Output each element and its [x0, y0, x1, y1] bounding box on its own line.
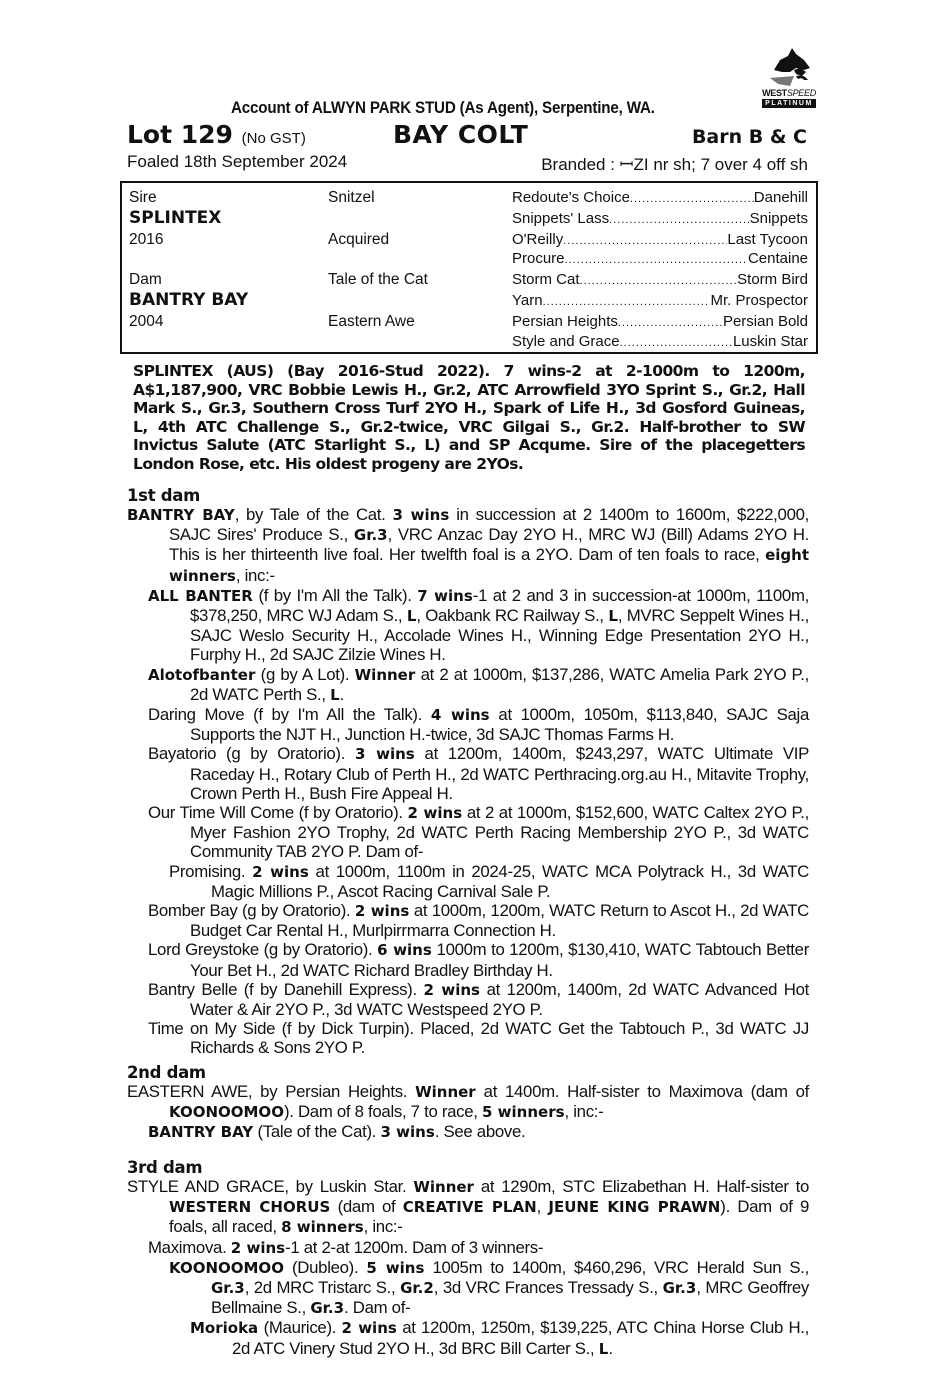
foaling-date: Foaled 18th September 2024 [127, 152, 348, 171]
produce-entry: BANTRY BAY, by Tale of the Cat. 3 wins in succession at 2 1400m to 1600m, $222,000, SAJC Sires' Produce S., Gr.3, VRC Anzac Day 2YO H., MRC WJ (Bill) Adams 2YO H. This is her thirteenth live foal. Her twelfth foal is a 2YO. Dam of ten foals to race, eight winners, inc:- [127, 505, 809, 585]
gen3-row: Redoute's Choice ..... Danehill [512, 189, 808, 206]
sire-summary: SPLINTEX (AUS) (Bay 2016-Stud 2022). 7 wins-2 at 2-1000m to 1200m, A$1,187,900, VRC Bobbie Lewis H., Gr.2, ATC Arrowfield 3YO Sprint S., Gr.2, Hall Mark S., Gr.3, Southern Cross Turf 2YO H., Spark of Life H., 3d Gosford Guineas, L, 4th ATC Challenge S., Gr.2-twice, VRC Gilgai S., Gr.2. Half-brother to SW Invictus Salute (ATC Starlight S., L) and SP Acqume. Sire of the placegetters London Rose, etc. His oldest progeny are 2YOs. [133, 362, 805, 473]
sire-dam: Acquired [328, 231, 390, 248]
produce-entry: Bantry Belle (f by Danehill Express). 2 wins at 1200m, 1400m, 2d WATC Advanced Hot Water & Air 2YO P., 3d WATC Westspeed 2YO P. [148, 979, 810, 1020]
horse-rider-logo-icon [760, 46, 818, 90]
produce-entry: Daring Move (f by I'm All the Talk). 4 wins at 1000m, 1050m, $113,840, SAJC Saja Supports the NJT H., Junction H.-twice, 3d SAJC Thomas Farms H. [148, 705, 809, 745]
lot-header [127, 120, 809, 152]
produce-entry: Alotofbanter (g by A Lot). Winner at 2 at 1000m, $137,286, WATC Amelia Park 2YO P., 2d WATC Perth S., L. [148, 664, 809, 704]
first-dam-entries [127, 505, 809, 1058]
produce-entry: Promising. 2 wins at 1000m, 1100m in 2024-25, WATC MCA Polytrack H., 3d WATC Magic Millions P., Ascot Racing Carnival Sale P. [169, 861, 809, 901]
second-dam-section [127, 1063, 809, 1143]
first-dam-section [127, 486, 809, 1058]
produce-entry: Our Time Will Come (f by Oratorio). 2 wins at 2 at 1000m, $152,600, WATC Caltex 2YO P., Myer Fashion 2YO Trophy, 2d WATC Perth Racing Membership 2YO P., 3d WATC Community TAB 2YO P. Dam of- [148, 803, 810, 862]
produce-entry: Maximova. 2 wins-1 at 2-at 1200m. Dam of 3 winners- [148, 1237, 544, 1257]
gen3-row: Style and Grace ..... Luskin Star [512, 333, 808, 350]
gen3-row: Procure ..... Centaine [512, 250, 808, 267]
sire-year: 2016 [129, 231, 164, 248]
vendor-account: Account of ALWYN PARK STUD (As Agent), Serpentine, WA. [231, 99, 655, 117]
sire-label: Sire [129, 189, 157, 206]
sire-sire: Snitzel [328, 189, 375, 206]
gen3-row: Storm Cat ..... Storm Bird [512, 271, 808, 288]
third-dam-section [127, 1158, 809, 1359]
section-heading: 3rd dam [127, 1158, 203, 1177]
gen3-row: O'Reilly ..... Last Tycoon [512, 231, 808, 248]
produce-entry: Lord Greystoke (g by Oratorio). 6 wins 1000m to 1200m, $130,410, WATC Tabtouch Better Your Bet H., 2d WATC Richard Bradley Birthday H. [148, 940, 809, 980]
dam-dam: Eastern Awe [328, 313, 415, 330]
dam-sire: Tale of the Cat [328, 271, 428, 288]
section-heading: 1st dam [127, 486, 200, 505]
barn-location: Barn B & C [691, 126, 807, 148]
westspeed-platinum-logo [760, 46, 818, 114]
section-heading: 2nd dam [127, 1063, 206, 1082]
produce-entry: Bomber Bay (g by Oratorio). 2 wins at 1000m, 1200m, WATC Return to Ascot H., 2d WATC Budget Car Rental H., Murlpirrmarra Connection H. [148, 901, 809, 941]
dam-label: Dam [129, 271, 162, 288]
gen3-row: Yarn ..... Mr. Prospector [512, 292, 808, 309]
produce-entry: ALL BANTER (f by I'm All the Talk). 7 wins-1 at 2 and 3 in succession-at 1000m, 1100m, $378,250, MRC WJ Adam S., L, Oakbank RC Railway S., L, MVRC Seppelt Wines H., SAJC Weslo Security H., Accolade Wines H., Winning Edge Presentation 2YO H., Furphy H., 2d SAJC Zilzie Wines H. [148, 585, 810, 665]
dam-year: 2004 [129, 313, 164, 330]
logo-brand: WESTSPEED [762, 88, 816, 98]
brand-marks: Branded : ꟷZI nr sh; 7 over 4 off sh [541, 155, 808, 174]
logo-tier: PLATINUM [762, 99, 816, 108]
second-dam-entries [127, 1082, 809, 1143]
horse-description: BAY COLT [393, 120, 529, 149]
produce-entry: EASTERN AWE, by Persian Heights. Winner at 1400m. Half-sister to Maximova (dam of KOONOOMOO). Dam of 8 foals, 7 to race, 5 winners, inc:- [127, 1082, 809, 1122]
pedigree-table [120, 181, 818, 354]
lot-number: Lot 129 (No GST) [127, 120, 306, 149]
produce-entry: Time on My Side (f by Dick Turpin). Placed, 2d WATC Get the Tabtouch P., 3d WATC JJ Richards & Sons 2YO P. [148, 1019, 809, 1058]
gen3-row: Snippets' Lass ..... Snippets [512, 210, 808, 227]
gst-note: (No GST) [241, 130, 306, 147]
produce-entry: BANTRY BAY (Tale of the Cat). 3 wins. See above. [148, 1122, 526, 1142]
produce-entry: KOONOOMOO (Dubleo). 5 wins 1005m to 1400m, $460,296, VRC Herald Sun S., Gr.3, 2d MRC Tristarc S., Gr.2, 3d VRC Frances Tressady S., Gr.3, MRC Geoffrey Bellmaine S., Gr.3. Dam of- [169, 1257, 810, 1318]
dam-name: BANTRY BAY [129, 290, 249, 310]
produce-entry: Bayatorio (g by Oratorio). 3 wins at 1200m, 1400m, $243,297, WATC Ultimate VIP Raceday H., Rotary Club of Perth H., 2d WATC Perthracing.org.au H., Mitavite Trophy, Crown Perth H., Bush Fire Appeal H. [148, 744, 810, 803]
third-dam-entries [127, 1177, 809, 1359]
produce-entry: STYLE AND GRACE, by Luskin Star. Winner at 1290m, STC Elizabethan H. Half-sister to WESTERN CHORUS (dam of CREATIVE PLAN, JEUNE KING PRAWN). Dam of 9 foals, all raced, 8 winners, inc:- [127, 1177, 810, 1237]
gen3-row: Persian Heights ..... Persian Bold [512, 313, 808, 330]
produce-entry: Morioka (Maurice). 2 wins at 1200m, 1250m, $139,225, ATC China Horse Club H., 2d ATC Vinery Stud 2YO H., 3d BRC Bill Carter S., L. [190, 1318, 809, 1358]
sire-name: SPLINTEX [129, 208, 222, 228]
